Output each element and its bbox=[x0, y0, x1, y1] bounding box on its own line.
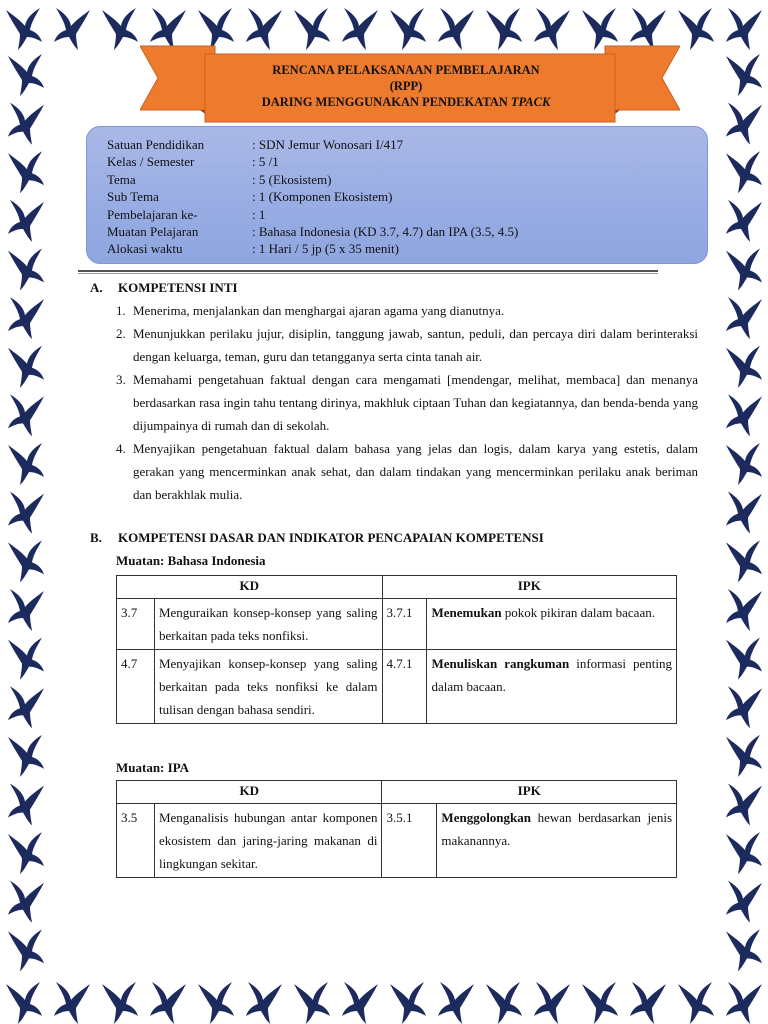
bird-icon bbox=[8, 589, 44, 631]
document-title bbox=[205, 62, 607, 110]
bird-icon bbox=[8, 492, 44, 534]
info-value: : 1 (Komponen Ekosistem) bbox=[252, 189, 393, 205]
ipk-keyword: Menemukan bbox=[431, 605, 502, 620]
bird-icon bbox=[726, 589, 762, 631]
info-label: Sub Tema bbox=[107, 189, 159, 205]
table1-header-ipk: IPK bbox=[382, 576, 676, 599]
item-number: 3. bbox=[116, 372, 126, 387]
kompetensi-inti-item bbox=[116, 322, 698, 368]
info-value: : SDN Jemur Wonosari I/417 bbox=[252, 137, 404, 152]
bird-icon bbox=[342, 982, 378, 1024]
table-row bbox=[117, 599, 677, 650]
ipk-description bbox=[437, 804, 677, 878]
bird-icon bbox=[534, 982, 570, 1024]
bird-icon bbox=[390, 982, 426, 1024]
bird-icon bbox=[54, 8, 90, 50]
kd-number: 3.7 bbox=[117, 599, 155, 650]
kd-description: Menyajikan konsep-konsep yang saling berkaitan pada teks nonfiksi ke dalam tulisan dengan bahasa sendiri. bbox=[154, 650, 382, 724]
bird-icon bbox=[726, 200, 762, 242]
bird-icon bbox=[726, 297, 762, 339]
info-row bbox=[107, 240, 399, 257]
info-value: : Bahasa Indonesia (KD 3.7, 4.7) dan IPA (3.5, 4.5) bbox=[252, 224, 519, 239]
ipk-rest: pokok pikiran dalam bacaan. bbox=[501, 605, 655, 620]
ipk-number: 3.7.1 bbox=[382, 599, 427, 650]
section-a-heading bbox=[90, 280, 238, 296]
section-b-heading bbox=[90, 530, 544, 546]
table-row bbox=[117, 804, 677, 878]
title-line-3-emphasis: TPACK bbox=[510, 95, 551, 109]
kd-description: Menganalisis hubungan antar komponen ekosistem dan jaring-jaring makanan di lingkungan sekitar. bbox=[154, 804, 382, 878]
info-row bbox=[107, 188, 392, 205]
bird-icon bbox=[54, 982, 90, 1024]
info-label: Muatan Pelajaran bbox=[107, 224, 199, 239]
item-text: Memahami pengetahuan faktual dengan cara mengamati [mendengar, melihat, membaca] dan menanya berdasarkan rasa ingin tahu tentang dirinya, makhluk ciptaan Tuhan dan kegiatannya, dan benda-benda yang dijumpainya di rumah dan di sekolah. bbox=[133, 372, 698, 433]
bird-icon bbox=[726, 832, 762, 874]
info-label: Satuan Pendidikan bbox=[107, 137, 205, 152]
ipk-keyword: Menuliskan rangkuman bbox=[431, 656, 570, 671]
info-value: : 5 /1 bbox=[252, 154, 279, 170]
bird-icon bbox=[8, 540, 44, 582]
title-line-2: (RPP) bbox=[389, 79, 423, 93]
bird-icon bbox=[726, 54, 762, 96]
table2-header-kd: KD bbox=[117, 781, 382, 804]
bird-icon bbox=[726, 735, 762, 777]
title-line-1: RENCANA PELAKSANAAN PEMBELAJARAN bbox=[272, 63, 540, 77]
table-row bbox=[117, 650, 677, 724]
bird-icon bbox=[8, 881, 44, 923]
bird-icon bbox=[726, 881, 762, 923]
info-row bbox=[107, 153, 279, 170]
bird-icon bbox=[726, 249, 762, 291]
bird-icon bbox=[8, 638, 44, 680]
info-row bbox=[107, 171, 331, 188]
ipk-keyword: Menggolongkan bbox=[441, 810, 531, 825]
bird-icon bbox=[8, 346, 44, 388]
bird-icon bbox=[582, 982, 618, 1024]
bird-icon bbox=[8, 735, 44, 777]
info-label: Tema bbox=[107, 171, 136, 187]
bird-icon bbox=[726, 492, 762, 534]
kompetensi-inti-item bbox=[116, 299, 698, 322]
bird-border-right bbox=[718, 50, 768, 974]
bird-icon bbox=[8, 686, 44, 728]
kompetensi-inti-item bbox=[116, 368, 698, 437]
bird-icon bbox=[246, 982, 282, 1024]
bird-icon bbox=[726, 8, 762, 50]
item-number: 2. bbox=[116, 326, 126, 341]
bird-icon bbox=[726, 394, 762, 436]
kompetensi-inti-item bbox=[116, 437, 698, 506]
kd-ipk-table-ipa bbox=[116, 780, 677, 878]
info-value: : 1 bbox=[252, 206, 266, 222]
divider-line bbox=[78, 270, 658, 272]
bird-border-bottom bbox=[0, 974, 768, 1024]
info-row bbox=[107, 136, 403, 153]
bird-icon bbox=[198, 982, 234, 1024]
bird-icon bbox=[8, 832, 44, 874]
kd-number: 3.5 bbox=[117, 804, 155, 878]
title-line-3-prefix: DARING MENGGUNAKAN PENDEKATAN bbox=[261, 95, 508, 109]
bird-icon bbox=[8, 54, 44, 96]
bird-icon bbox=[726, 103, 762, 145]
bird-icon bbox=[8, 103, 44, 145]
bird-icon bbox=[726, 443, 762, 485]
bird-icon bbox=[6, 982, 42, 1024]
bird-icon bbox=[8, 929, 44, 971]
bird-icon bbox=[8, 297, 44, 339]
bird-icon bbox=[294, 982, 330, 1024]
bird-icon bbox=[726, 929, 762, 971]
item-number: 4. bbox=[116, 441, 126, 456]
bird-icon bbox=[8, 249, 44, 291]
bird-icon bbox=[678, 982, 714, 1024]
section-b-title: KOMPETENSI DASAR DAN INDIKATOR PENCAPAIAN KOMPETENSI bbox=[118, 530, 544, 545]
ipk-description bbox=[427, 650, 677, 724]
info-row bbox=[107, 206, 265, 223]
info-value: : 5 (Ekosistem) bbox=[252, 171, 332, 187]
bird-icon bbox=[726, 982, 762, 1024]
bird-icon bbox=[678, 8, 714, 50]
ipk-rest: informasi penting dalam bacaan. bbox=[431, 656, 672, 694]
item-text: Menerima, menjalankan dan menghargai ajaran agama yang dianutnya. bbox=[133, 303, 505, 318]
table1-header-kd: KD bbox=[117, 576, 383, 599]
table2-header-ipk: IPK bbox=[382, 781, 677, 804]
bird-icon bbox=[102, 982, 138, 1024]
item-text: Menyajikan pengetahuan faktual dalam bahasa yang jelas dan logis, dalam karya yang estetis, dalam gerakan yang mencerminkan anak sehat, dan dalam tindakan yang mencerminkan perilaku anak beriman dan berakhlak mulia. bbox=[133, 441, 698, 502]
bird-icon bbox=[726, 686, 762, 728]
section-a-number: A. bbox=[90, 280, 103, 295]
bird-icon bbox=[8, 200, 44, 242]
title-line-3 bbox=[205, 94, 607, 110]
kd-number: 4.7 bbox=[117, 650, 155, 724]
bird-icon bbox=[726, 346, 762, 388]
ipk-number: 3.5.1 bbox=[382, 804, 437, 878]
bird-icon bbox=[8, 394, 44, 436]
bird-icon bbox=[8, 151, 44, 193]
info-label: Alokasi waktu bbox=[107, 241, 183, 257]
divider-line-thin bbox=[78, 273, 658, 274]
bird-icon bbox=[102, 8, 138, 50]
ipk-number: 4.7.1 bbox=[382, 650, 427, 724]
info-value: : 1 Hari / 5 jp (5 x 35 menit) bbox=[252, 241, 399, 257]
kd-description: Menguraikan konsep-konsep yang saling berkaitan pada teks nonfiksi. bbox=[154, 599, 382, 650]
info-label: Kelas / Semester bbox=[107, 154, 195, 170]
bird-icon bbox=[630, 982, 666, 1024]
ipk-description bbox=[427, 599, 677, 650]
item-number: 1. bbox=[116, 303, 126, 318]
bird-border-left bbox=[0, 50, 50, 974]
info-row bbox=[107, 223, 518, 240]
bird-icon bbox=[726, 783, 762, 825]
bird-icon bbox=[8, 443, 44, 485]
table1-subtitle: Muatan: Bahasa Indonesia bbox=[116, 553, 266, 568]
bird-icon bbox=[8, 783, 44, 825]
info-label: Pembelajaran ke- bbox=[107, 206, 198, 222]
bird-icon bbox=[726, 638, 762, 680]
section-a-title: KOMPETENSI INTI bbox=[118, 280, 238, 295]
bird-icon bbox=[6, 8, 42, 50]
table2-subtitle: Muatan: IPA bbox=[116, 760, 190, 775]
item-text: Menunjukkan perilaku jujur, disiplin, tanggung jawab, santun, peduli, dan percaya diri dalam berinteraksi dengan keluarga, teman, guru dan tetangganya serta cinta tanah air. bbox=[133, 326, 698, 364]
bird-icon bbox=[726, 540, 762, 582]
section-b-number: B. bbox=[90, 530, 102, 545]
bird-icon bbox=[438, 982, 474, 1024]
bird-icon bbox=[150, 982, 186, 1024]
ipk-rest: hewan berdasarkan jenis makanannya. bbox=[441, 810, 672, 848]
kd-ipk-table-bahasa-indonesia bbox=[116, 575, 677, 724]
bird-icon bbox=[486, 982, 522, 1024]
bird-icon bbox=[726, 151, 762, 193]
